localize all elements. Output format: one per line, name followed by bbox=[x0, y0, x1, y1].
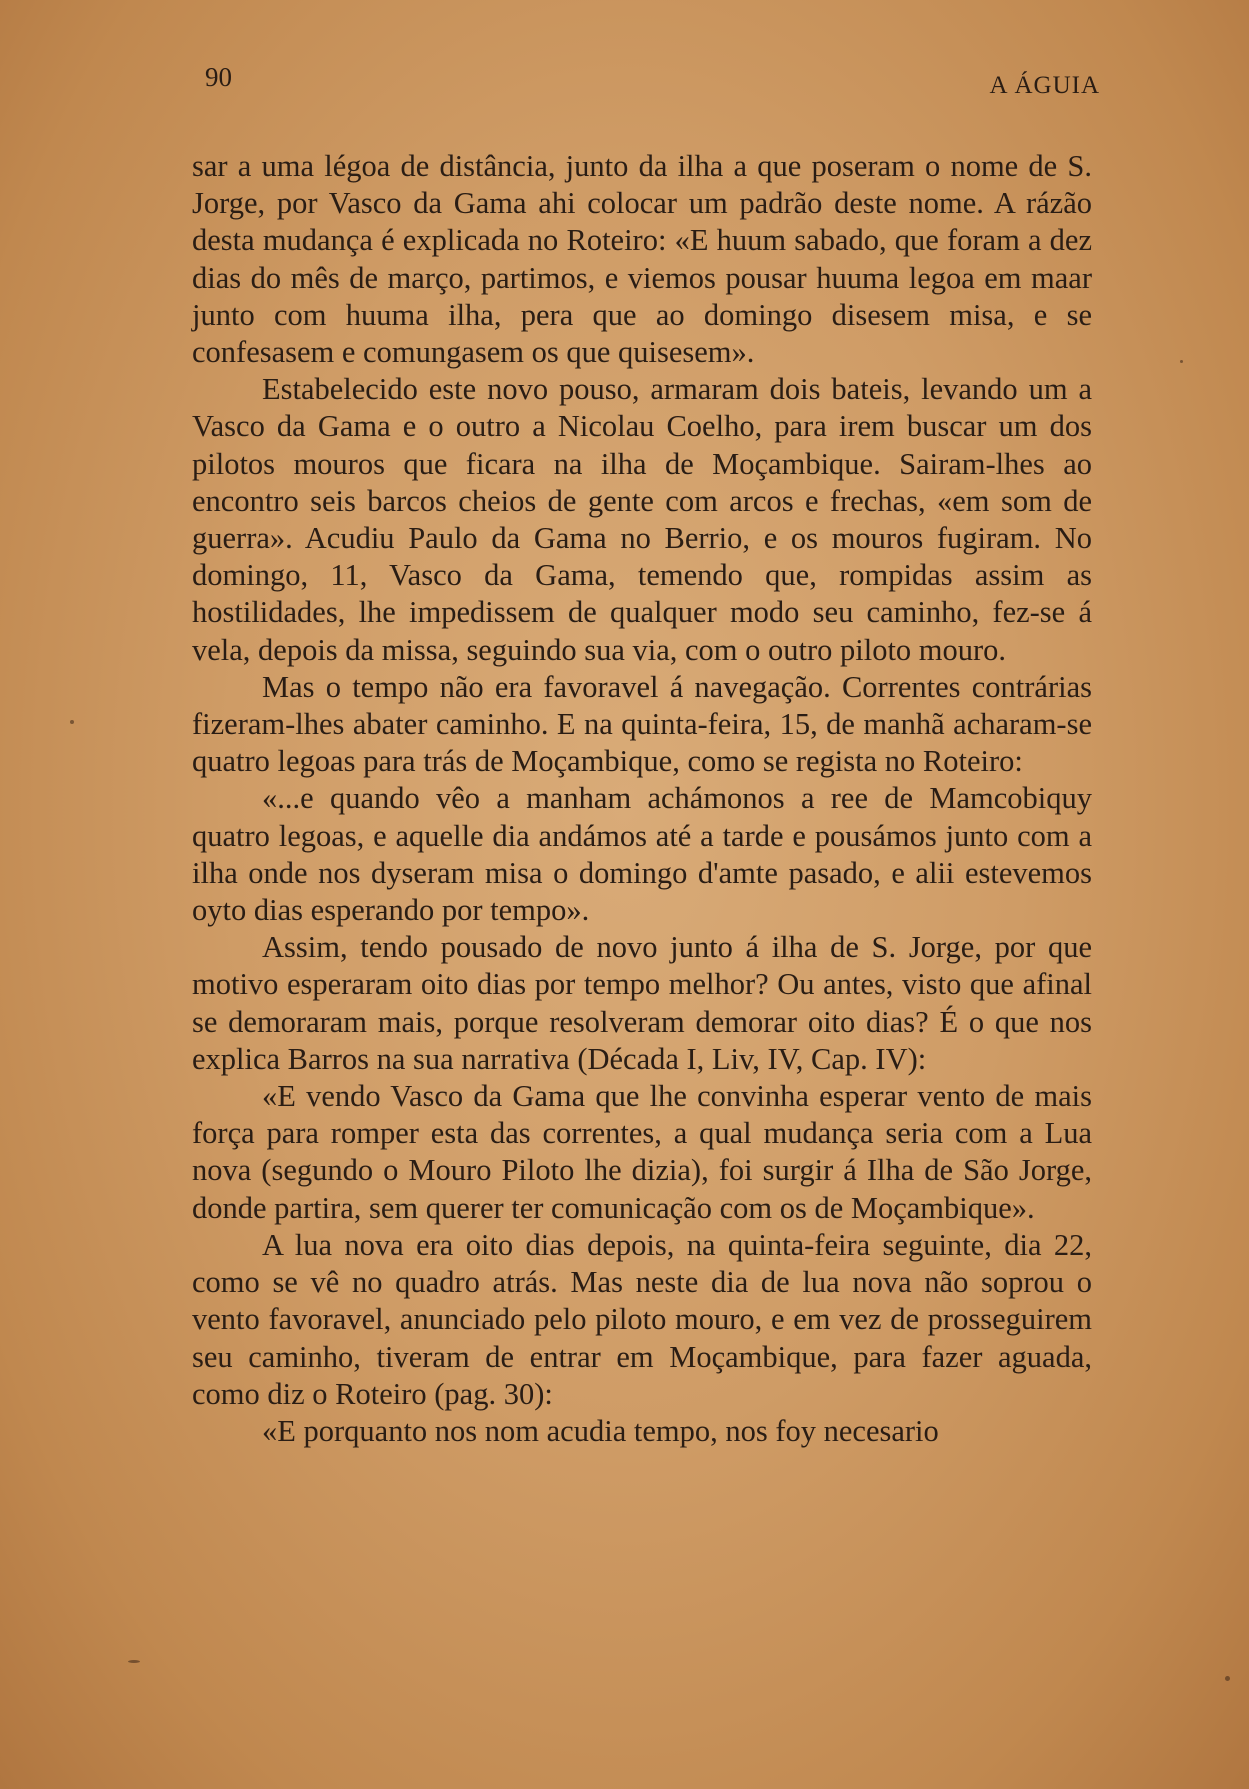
paragraph-4: Assim, tendo pousado de novo junto á ilha de S. Jorge, por que motivo esperaram oito dias por tempo melhor? Ou antes, visto que afinal se demoraram mais, porque resolveram demorar oito dias? É o que nos explica Barros na sua narrativa (Década I, Liv, IV, Cap. IV): bbox=[192, 930, 1092, 1076]
paragraph-5: A lua nova era oito dias depois, na quinta-feira seguinte, dia 22, como se vê no quadro atrás. Mas neste dia de lua nova não soprou o vento favoravel, anunciado pelo piloto mouro, e em vez de prosseguirem seu caminho, tiveram de entrar em Moçambique, para fazer aguada, como diz o Roteiro (pag. 30): bbox=[192, 1227, 1092, 1411]
body-text bbox=[192, 148, 1092, 1450]
paragraph-3: Mas o tempo não era favoravel á navegação. Correntes contrárias fizeram-lhes abater caminho. E na quinta-feira, 15, de manhã acharam-se quatro legoas para trás de Moçambique, como se regista no Roteiro: bbox=[192, 669, 1092, 779]
quotation-roteiro: «...e quando vêo a manham achámonos a ree de Mamcobiquy quatro legoas, e aquelle dia andámos até a tarde e pousámos junto com a ilha onde nos dyseram misa o domingo d'amte pasado, e alii estevemos oyto dias esperando por tempo». bbox=[192, 781, 1092, 928]
paragraph-2: Estabelecido este novo pouso, armaram dois bateis, levando um a Vasco da Gama e o outro a Nicolau Coelho, para irem buscar um dos pilotos mouros que ficara na ilha de Moçambique. Sairam-lhes ao encontro seis barcos cheios de gente com arcos e frechas, «em som de guerra». Acudiu Paulo da Gama no Berrio, e os mouros fugiram. No domingo, 11, Vasco da Gama, temendo que, rompidas assim as hostilidades, lhe impedissem de qualquer modo seu caminho, fez-se á vela, depois da missa, seguindo sua via, com o outro piloto mouro. bbox=[192, 372, 1092, 667]
page-header bbox=[205, 62, 1100, 102]
quotation-barros: «E vendo Vasco da Gama que lhe convinha esperar vento de mais força para romper esta das correntes, a qual mudança seria com a Lua nova (segundo o Mouro Piloto lhe dizia), foi surgir á Ilha de São Jorge, donde partira, sem querer ter comunicação com os de Moçambique». bbox=[192, 1079, 1092, 1225]
paragraph-1: sar a uma légoa de distância, junto da ilha a que poseram o nome de S. Jorge, por Vasco da Gama ahi colocar um padrão deste nome. A rázão desta mudança é explicada no Roteiro: «E huum sabado, que foram a dez dias do mês de março, partimos, e viemos pousar huuma legoa em maar junto com huuma ilha, pera que ao domingo disesem misa, e se confesasem e comungasem os que quisesem». bbox=[192, 149, 1092, 370]
quotation-roteiro-2: «E porquanto nos nom acudia tempo, nos foy necesario bbox=[262, 1413, 939, 1448]
running-title: A ÁGUIA bbox=[989, 72, 1100, 99]
page-number: 90 bbox=[205, 62, 232, 92]
